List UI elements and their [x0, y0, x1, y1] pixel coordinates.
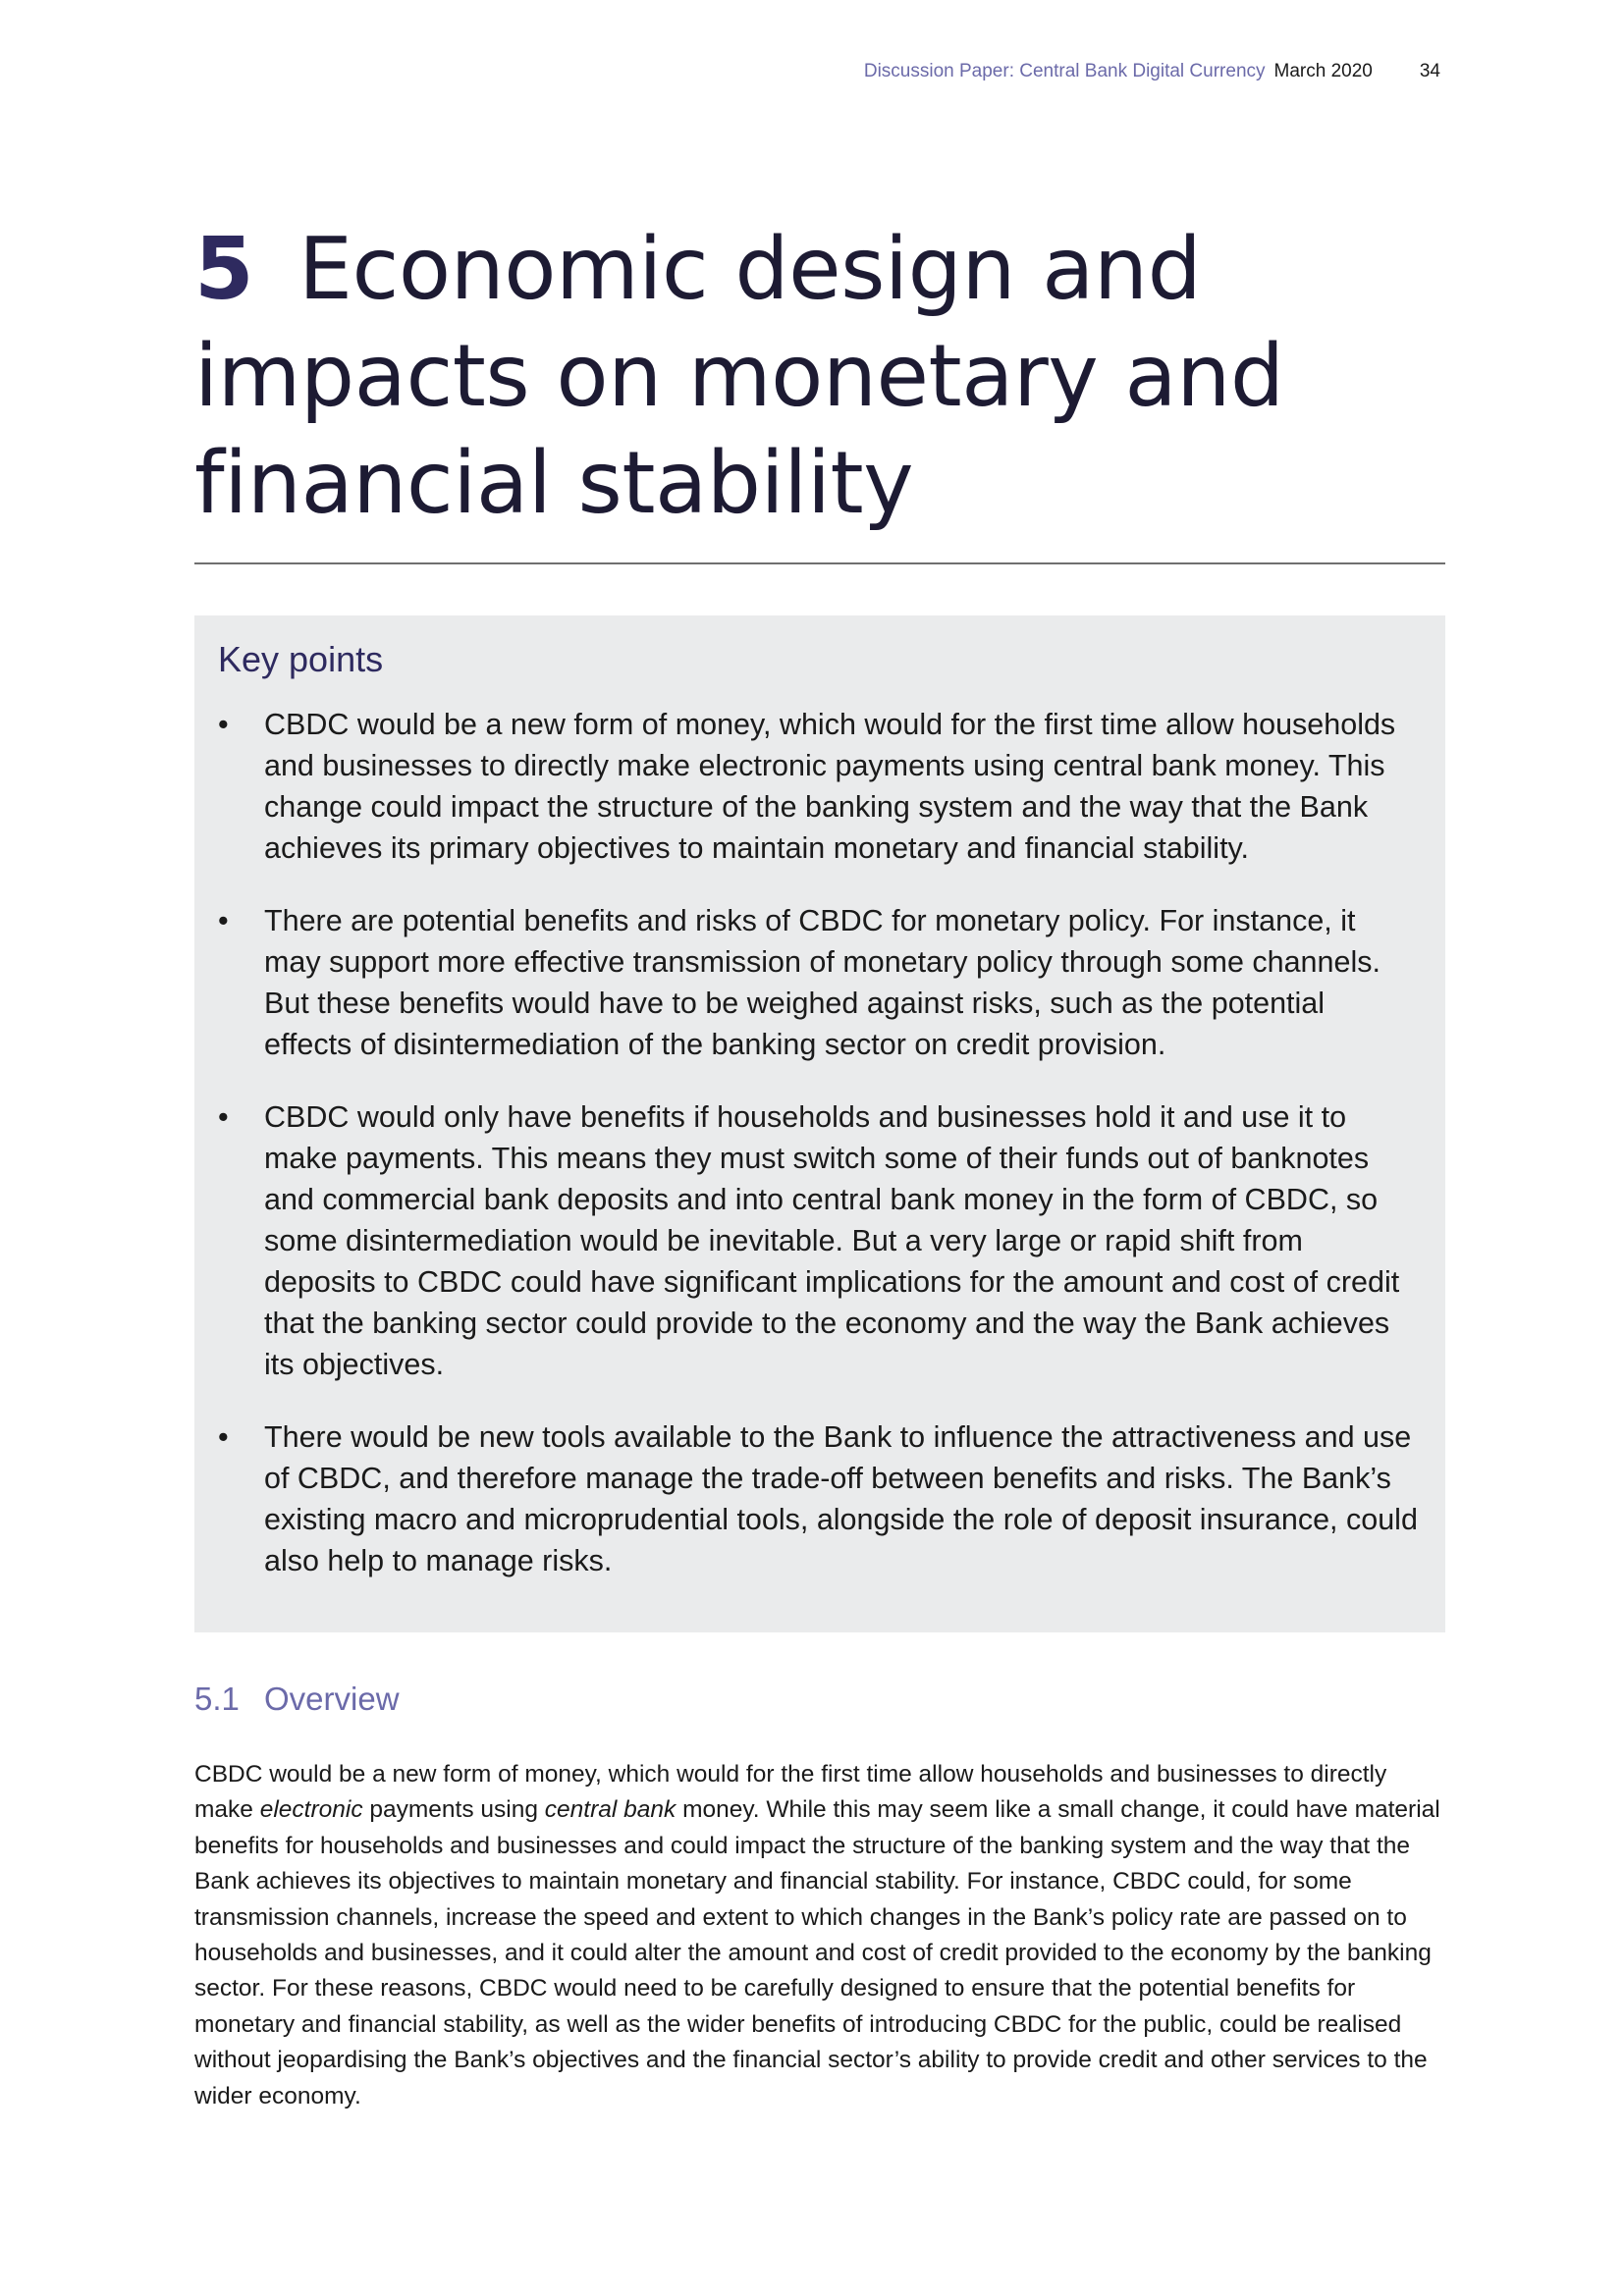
key-points-heading: Key points: [218, 639, 384, 679]
key-point-4: [218, 1416, 1418, 1581]
title-divider: [194, 562, 1445, 564]
section-title: Overview: [264, 1681, 400, 1717]
document-title: Discussion Paper: Central Bank Digital Currency: [863, 61, 1266, 81]
overview-paragraph: [194, 1757, 1447, 2114]
section-heading: [194, 1678, 400, 1721]
paragraph-text: payments using: [362, 1796, 545, 1824]
key-point-text: There would be new tools available to the Bank to influence the attractiveness and use of CBDC, and therefore manage the trade-off between benefits and risks. The Bank’s existing macro and microprudential tools, alongside the role of deposit insurance, could also help to manage risks.: [264, 1420, 1418, 1577]
bullet-icon: •: [218, 1420, 229, 1454]
chapter-title: [194, 216, 1461, 537]
paragraph-emphasis: electronic: [259, 1796, 363, 1824]
key-points-list: [218, 704, 1418, 1581]
key-point-3: [218, 1096, 1418, 1385]
paragraph-text: money. While this may seem like a small change, it could have material benefits for households and businesses and could impact the structure of the banking system and the way that the Bank achieves its objectives to maintain monetary and financial stability. For instance, CBDC could, for some transmission channels, increase the speed and extent to which changes in the Bank’s policy rate are passed on to households and businesses, and it could alter the amount and cost of credit provided to the economy by the banking sector. For these reasons, CBDC would need to be carefully designed to ensure that the potential benefits for monetary and financial stability, as well as the wider benefits of introducing CBDC for the public, could be realised without jeopardising the Bank’s objectives and the financial sector’s ability to provide credit and other services to the wider economy.: [194, 1796, 1440, 2109]
chapter-title-text: Economic design and impacts on monetary and financial stability: [194, 219, 1284, 533]
bullet-icon: •: [218, 904, 229, 937]
chapter-number: 5: [194, 219, 254, 319]
page-number: 34: [1419, 61, 1440, 81]
key-point-text: CBDC would be a new form of money, which would for the first time allow households and businesses to directly make electronic payments using central bank money. This change could impact the structure of the banking system and the way that the Bank achieves its primary objectives to maintain monetary and financial stability.: [264, 708, 1396, 865]
key-point-2: [218, 900, 1418, 1065]
bullet-icon: •: [218, 1100, 229, 1134]
bullet-icon: •: [218, 708, 229, 741]
key-points-box: [194, 615, 1445, 1632]
publication-date: March 2020: [1273, 61, 1373, 81]
key-point-1: [218, 704, 1418, 869]
key-point-text: There are potential benefits and risks of CBDC for monetary policy. For instance, it may support more effective transmission of monetary policy through some channels. But these benefits would have to be weighed against risks, such as the potential effects of disintermediation of the banking sector on credit provision.: [264, 904, 1380, 1061]
paragraph-text: CBDC would be a new form of money, which would for the first time allow households and businesses to directly make: [194, 1761, 1387, 1824]
section-number: 5.1: [194, 1681, 240, 1717]
page-header: [864, 61, 1440, 82]
key-point-text: CBDC would only have benefits if households and businesses hold it and use it to make payments. This means they must switch some of their funds out of banknotes and commercial bank deposits and into central bank money in the form of CBDC, so some disintermediation would be inevitable. But a very large or rapid shift from deposits to CBDC could have significant implications for the amount and cost of credit that the banking sector could provide to the economy and the way the Bank achieves its objectives.: [264, 1100, 1400, 1381]
paragraph-emphasis: central bank: [544, 1796, 677, 1824]
